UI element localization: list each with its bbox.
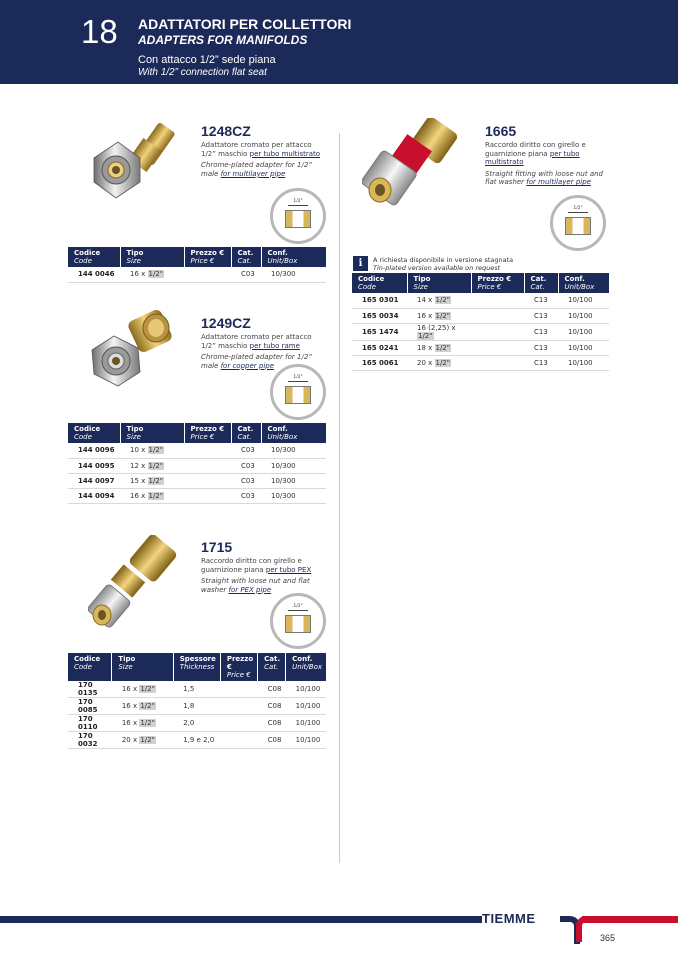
product-photo-1248cz [84, 120, 184, 205]
table-row: 165 0061 20 x 1/2" C13 10/100 [352, 355, 609, 370]
table-row: 144 0096 10 x 1/2" C03 10/300 [68, 443, 326, 458]
product-desc-it: Raccordo diritto con girello e guarnizione piana per tubo PEX [201, 557, 312, 574]
product-desc-en: Chrome-plated adapter for 1/2” male for copper pipe [201, 353, 312, 370]
page-header [0, 0, 678, 84]
product-code: 1665 [485, 123, 517, 139]
brand-logo: TIEMME [482, 912, 558, 926]
flat-seat-icon: 1/2" [270, 364, 326, 420]
note-text-en: Tin-plated version available on request [373, 264, 501, 272]
product-1665 [485, 123, 605, 187]
table-row: 170 0032 20 x 1/2" 1,9 e 2,0 C08 10/100 [68, 732, 326, 749]
product-desc-it: Raccordo diritto con girello e guarnizione piana per tubo multistrato [485, 141, 586, 167]
pipe-link[interactable]: per tubo rame [249, 341, 300, 350]
product-1715 [201, 539, 325, 594]
spec-table-1249cz: Codice Code Tipo Size Prezzo € Price € Cat. Cat. Conf. Unit/Box 144 0096 10 x 1/2" C03 10/300 144 0095 12 x 1/2" C03 10/300 144 0097 15 x 1/2" C03 10/300 144 0094 16 x 1/2" C03 10/300 [68, 423, 326, 504]
product-1248cz [201, 123, 325, 178]
section-title-en: ADAPTERS FOR MANIFOLDS [138, 33, 308, 47]
flat-seat-icon: 1/2" [550, 195, 606, 251]
product-photo-1249cz [84, 306, 184, 391]
pipe-link[interactable]: per tubo multistrato [249, 149, 321, 158]
note-text-it: A richiesta disponibile in versione stagnata [373, 256, 514, 264]
table-row: 165 1474 16 (2,25) x 1/2" C13 10/100 [352, 323, 609, 340]
product-code: 1715 [201, 539, 233, 555]
pipe-link[interactable]: for PEX pipe [228, 585, 272, 594]
table-row: 165 0034 16 x 1/2" C13 10/100 [352, 308, 609, 323]
info-icon: i [353, 256, 368, 271]
section-subtitle-en: With 1/2” connection flat seat [138, 67, 267, 78]
product-desc-en: Straight fitting with loose nut and flat washer for multilayer pipe [485, 169, 603, 187]
footer-bar [0, 916, 558, 923]
section-title-it: ADATTATORI PER COLLETTORI [138, 16, 352, 32]
footer-red-bar [582, 916, 678, 923]
pipe-link[interactable]: for copper pipe [220, 361, 275, 370]
section-subtitle-it: Con attacco 1/2” sede piana [138, 54, 276, 66]
spec-table-1665: Codice Code Tipo Size Prezzo € Price € Cat. Cat. Conf. Unit/Box 165 0301 14 x 1/2" C13 10/100 165 0034 16 x 1/2" C13 10/100 165 1474 16 (2,25) x 1/2" C13 10/100 165 0241 18 x 1/2" C13 10/100 165 0061 20 x 1/2" C13 10/100 [352, 273, 609, 371]
flat-seat-icon: 1/2" [270, 188, 326, 244]
table-row: 144 0095 12 x 1/2" C03 10/300 [68, 458, 326, 473]
product-desc-en: Chrome-plated adapter for 1/2” male for multilayer pipe [201, 161, 312, 178]
product-desc-it: Adattatore cromato per attacco 1/2” maschio per tubo rame [201, 333, 312, 350]
table-row: 144 0046 16 x 1/2" C03 10/300 [68, 267, 326, 282]
pipe-link[interactable]: for multilayer pipe [220, 169, 286, 178]
product-desc-en: Straight with loose nut and flat washer for PEX pipe [201, 577, 310, 594]
product-1249cz [201, 315, 325, 370]
spec-table-1248cz: Codice Code Tipo Size Prezzo € Price € Cat. Cat. Conf. Unit/Box 144 0046 16 x 1/2" C03 10/300 [68, 247, 326, 283]
flat-seat-icon: 1/2" [270, 593, 326, 649]
table-row: 165 0301 14 x 1/2" C13 10/100 [352, 293, 609, 308]
product-code: 1249CZ [201, 315, 251, 331]
table-row: 170 0085 16 x 1/2" 1,8 C08 10/100 [68, 698, 326, 715]
product-photo-1665 [362, 118, 467, 208]
pipe-link[interactable]: per tubo PEX [265, 565, 312, 574]
pipe-link[interactable]: for multilayer pipe [526, 178, 591, 187]
table-row: 165 0241 18 x 1/2" C13 10/100 [352, 340, 609, 355]
pipe-link[interactable]: per tubo multistrato [485, 149, 580, 167]
table-row: 170 0110 16 x 1/2" 2,0 C08 10/100 [68, 715, 326, 732]
table-row: 144 0097 15 x 1/2" C03 10/300 [68, 473, 326, 488]
page-number: 365 [600, 933, 616, 943]
table-row: 170 0135 16 x 1/2" 1,5 C08 10/100 [68, 681, 326, 698]
column-divider [339, 133, 340, 863]
product-photo-1715 [88, 535, 183, 630]
section-number: 18 [81, 13, 118, 50]
product-desc-it: Adattatore cromato per attacco 1/2” maschio per tubo multistrato [201, 141, 321, 158]
product-code: 1248CZ [201, 123, 251, 139]
spec-table-1715: Codice Code Tipo Size Spessore Thickness Prezzo € Price € Cat. Cat. Conf. Unit/Box 170 0135 16 x 1/2" 1,5 C08 10/100 170 0085 16 x 1/2" 1,8 C08 10/100 170 0110 16 x 1/2" 2,0 C08 10/100 170 0032 20 x 1/2" 1,9 e 2,0 C08 10/100 [68, 653, 326, 749]
table-row: 144 0094 16 x 1/2" C03 10/300 [68, 488, 326, 503]
